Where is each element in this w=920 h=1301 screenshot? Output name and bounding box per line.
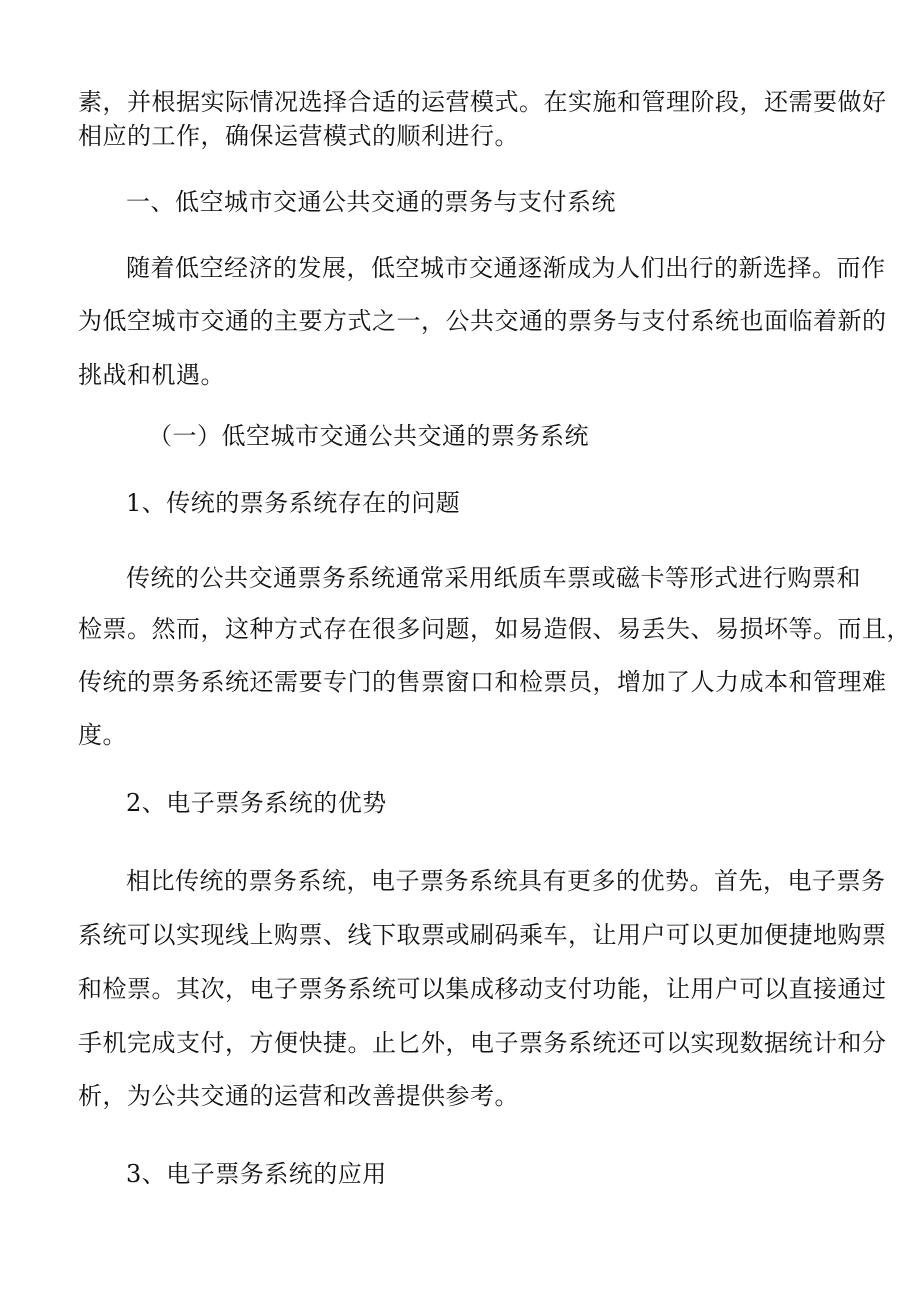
paragraph-line: 素，并根据实际情况选择合适的运营模式。在实施和管理阶段，还需要做好 — [78, 88, 887, 116]
paragraph-line: 手机完成支付，方便快捷。止匕外，电子票务系统还可以实现数据统计和分 — [78, 1029, 887, 1057]
paragraph-line: 随着低空经济的发展，低空城市交通逐渐成为人们出行的新选择。而作 — [126, 254, 886, 282]
paragraph-line: 传统的公共交通票务系统通常采用纸质车票或磁卡等形式进行购票和 — [126, 564, 861, 592]
item-heading: 2、电子票务系统的优势 — [126, 789, 387, 817]
section-heading: 一、低空城市交通公共交通的票务与支付系统 — [126, 188, 616, 216]
item-heading: 1、传统的票务系统存在的问题 — [126, 489, 461, 517]
paragraph-line: 和检票。其次，电子票务系统可以集成移动支付功能，让用户可以直接通过 — [78, 975, 887, 1003]
paragraph-line: 传统的票务系统还需要专门的售票窗口和检票员，增加了人力成本和管理难 — [78, 668, 887, 696]
subsection-heading: （一）低空城市交通公共交通的票务系统 — [148, 422, 589, 450]
paragraph-line: 为低空城市交通的主要方式之一，公共交通的票务与支付系统也面临着新的 — [78, 307, 887, 335]
paragraph-line: 相应的工作，确保运营模式的顺利进行。 — [78, 122, 519, 150]
paragraph-line: 析，为公共交通的运营和改善提供参考。 — [78, 1082, 519, 1110]
paragraph-line: 度。 — [78, 721, 127, 749]
paragraph-line: 挑战和机遇。 — [78, 361, 225, 389]
paragraph-line: 检票。然而，这种方式存在很多问题，如易造假、易丢失、易损坏等。而且， — [78, 615, 911, 643]
paragraph-line: 相比传统的票务系统，电子票务系统具有更多的优势。首先，电子票务 — [126, 867, 886, 895]
paragraph-line: 系统可以实现线上购票、线下取票或刷码乘车，让用户可以更加便捷地购票 — [78, 921, 887, 949]
item-heading: 3、电子票务系统的应用 — [126, 1160, 387, 1188]
